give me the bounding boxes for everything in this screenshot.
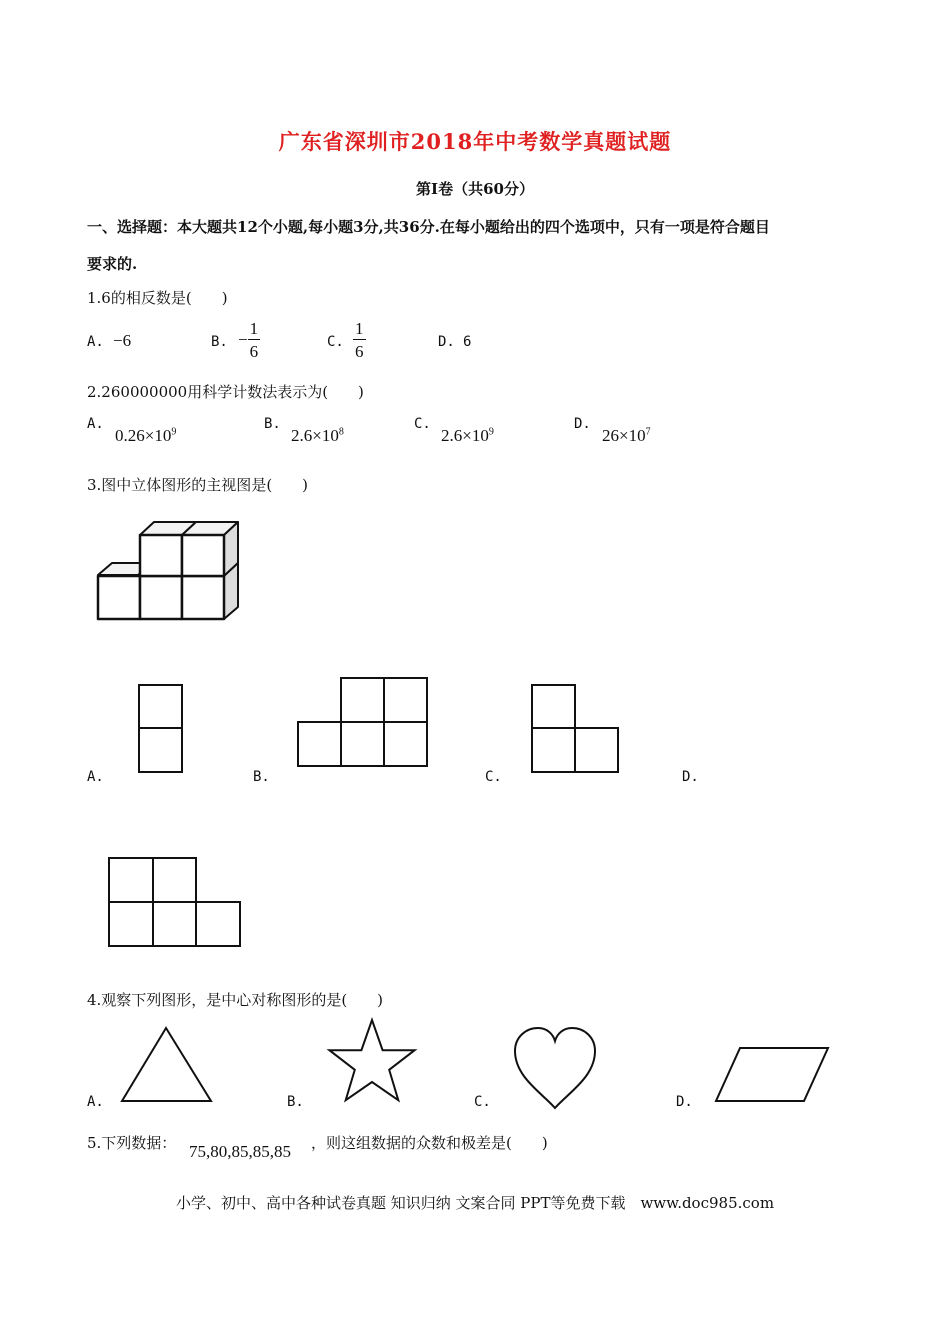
q2-option-c-value: $2.6\times 10^9$ [441, 426, 494, 445]
question-5-stem-prefix: 5.下列数据： [87, 1134, 177, 1152]
q4-option-b-star [326, 1018, 418, 1110]
question-2-stem: 2.260000000用科学计数法表示为( ) [87, 383, 364, 401]
q1-option-c-label: C. [327, 334, 344, 350]
q4-option-c-label: C. [474, 1094, 491, 1110]
q3-option-c-figure [531, 684, 621, 774]
q4-option-c-heart [512, 1025, 598, 1111]
q1-option-b-label: B. [211, 334, 228, 350]
question-5-stem-suffix: ，则这组数据的众数和极差是( ) [311, 1134, 548, 1152]
q4-option-a-label: A. [87, 1094, 104, 1110]
footer-note: 小学、初中、高中各种试卷真题 知识归纳 文案合同 PPT等免费下载 www.doc985.com [175, 1194, 775, 1212]
q2-option-d-value: $26\times 10^7$ [602, 426, 651, 445]
q4-option-b-label: B. [287, 1094, 304, 1110]
q3-option-a-figure [138, 684, 184, 774]
q3-option-b-figure [297, 677, 429, 769]
section-instructions-line2: 要求的. [87, 255, 138, 273]
q2-option-b-value: $2.6\times 10^8$ [291, 426, 344, 445]
q2-option-c-label: C. [414, 416, 431, 432]
q1-option-d-value: 6 [463, 334, 472, 350]
page-title: 广东省深圳市2018年中考数学真题试题 [278, 129, 672, 154]
q3-option-d-label: D. [682, 769, 699, 785]
q3-solid-figure [90, 515, 250, 625]
q2-option-a-label: A. [87, 416, 104, 432]
q2-option-b-label: B. [264, 416, 281, 432]
q2-option-d-label: D. [574, 416, 591, 432]
question-5-data: 75,80,85,85,85 [189, 1142, 291, 1161]
question-4-stem: 4.观察下列图形，是中心对称图形的是( ) [87, 991, 384, 1009]
q3-option-a-label: A. [87, 769, 104, 785]
q1-option-b-value: − $\frac{1}{6}$ [238, 319, 259, 361]
q3-option-c-label: C. [485, 769, 502, 785]
q1-option-c-value: $\frac{1}{6}$ [355, 319, 364, 361]
question-3-stem: 3.图中立体图形的主视图是( ) [87, 476, 309, 494]
q2-option-a-value: $0.26\times 10^9$ [115, 426, 177, 445]
q3-option-b-label: B. [253, 769, 270, 785]
q1-option-d-label: D. [438, 334, 455, 350]
q1-option-a-value: −6 [113, 331, 132, 350]
q4-option-a-triangle [120, 1026, 214, 1104]
q4-option-d-parallelogram [714, 1046, 832, 1104]
q3-option-d-figure [108, 857, 243, 949]
q4-option-d-label: D. [676, 1094, 693, 1110]
q1-option-a-label: A. [87, 334, 104, 350]
question-1-stem: 1.6的相反数是( ) [87, 289, 228, 307]
section-instructions-line1: 一、选择题：本大题共12个小题,每小题3分,共36分.在每小题给出的四个选项中，只有一项是符合题目 [87, 218, 770, 236]
paper-section-title: 第I卷（共60分） [416, 180, 534, 198]
